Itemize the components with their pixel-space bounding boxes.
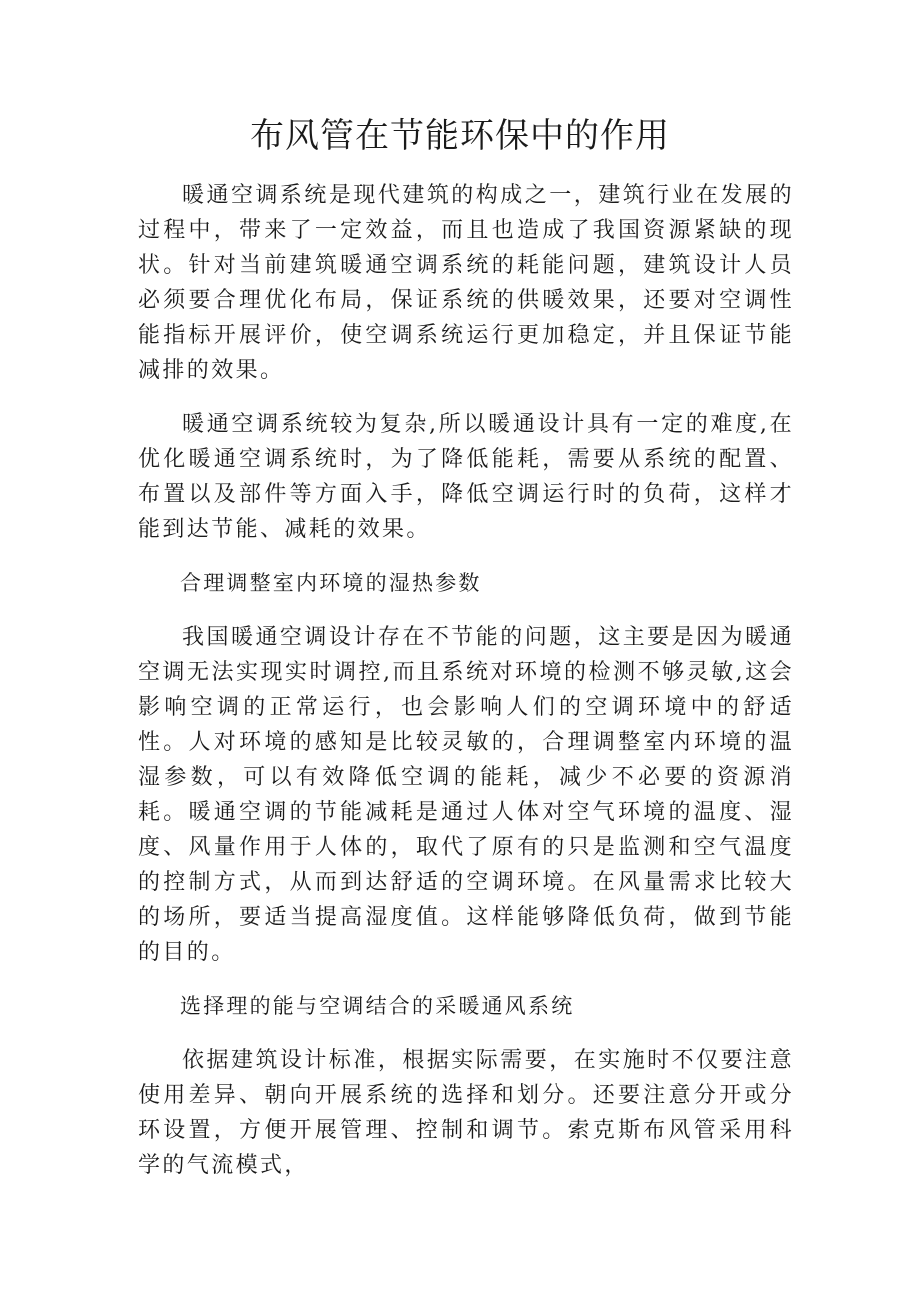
document-title: 布风管在节能环保中的作用 [250,116,670,156]
paragraph: 依据建筑设计标准，根据实际需要，在实施时不仅要注意使用差异、朝向开展系统的选择和划分。还要注意分开或分环设置，方便开展管理、控制和调节。索克斯布风管采用科学的气流模式， [138,1048,794,1178]
paragraph: 暖通空调系统是现代建筑的构成之一，建筑行业在发展的过程中，带来了一定效益，而且也造成了我国资源紧缺的现状。针对当前建筑暖通空调系统的耗能问题，建筑设计人员必须要合理优化布局，保证系统的供暖效果，还要对空调性能指标开展评价，使空调系统运行更加稳定，并且保证节能减排的效果。 [138,183,794,383]
document-body [138,178,794,1202]
section-heading: 合理调整室内环境的湿热参数 [180,571,482,595]
section-heading: 选择理的能与空调结合的采暖通风系统 [180,994,575,1018]
paragraph: 我国暖通空调设计存在不节能的问题，这主要是因为暖通空调无法实现实时调控,而且系统对环境的检测不够灵敏,这会影响空调的正常运行，也会影响人们的空调环境中的舒适性。人对环境的感知是比较灵敏的，合理调整室内环境的温湿参数，可以有效降低空调的能耗，减少不必要的资源消耗。暖通空调的节能减耗是通过人体对空气环境的温度、湿度、风量作用于人体的，取代了原有的只是监测和空气温度的控制方式，从而到达舒适的空调环境。在风量需求比较大的场所，要适当提高湿度值。这样能够降低负荷，做到节能的目的。 [138,625,794,965]
paragraph: 暖通空调系统较为复杂,所以暖通设计具有一定的难度,在优化暖通空调系统时，为了降低能耗，需要从系统的配置、布置以及部件等方面入手，降低空调运行时的负荷，这样才能到达节能、减耗的效果。 [138,412,794,542]
